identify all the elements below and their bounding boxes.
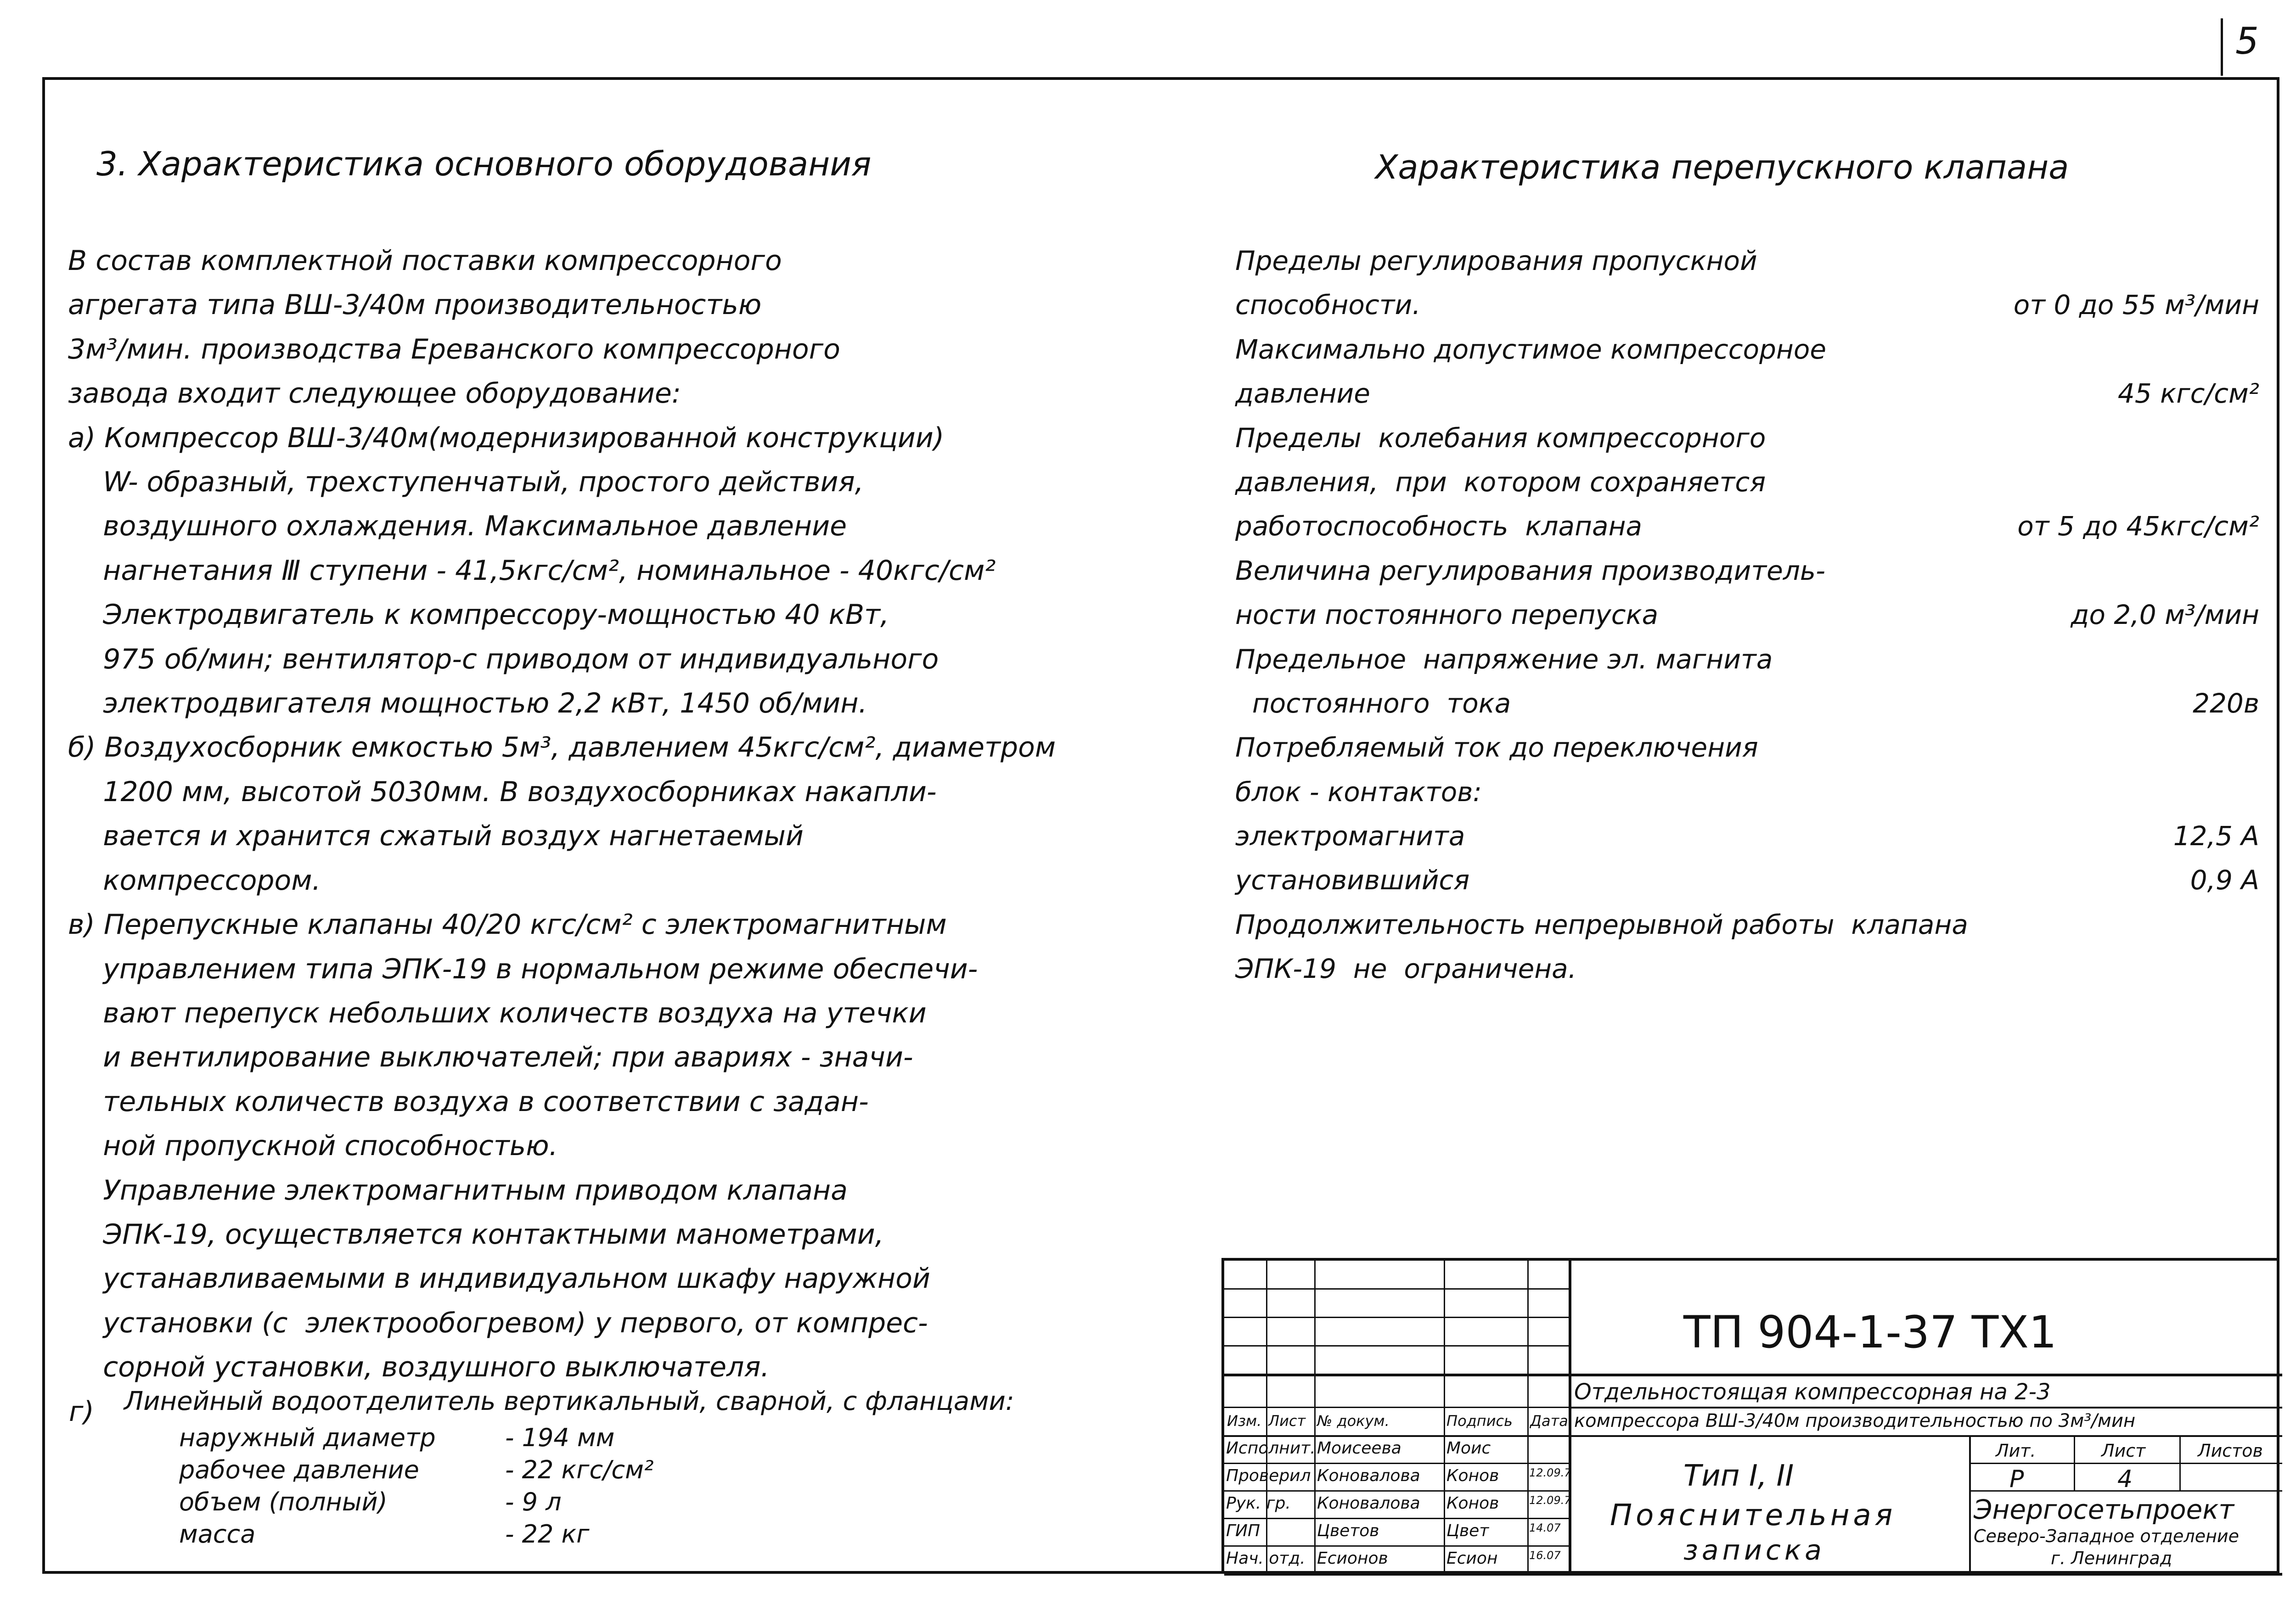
spec-row <box>1235 903 2259 947</box>
description-line: устанавливаемыми в индивидуальном шкафу наружной <box>68 1263 930 1295</box>
spec-label: работоспособность клапана <box>1235 511 1643 542</box>
spec-label: электромагнита <box>1235 820 1465 852</box>
description-line: 3м³/мин. производства Ереванского компрессорного <box>68 333 840 365</box>
description-line: установки (с электрообогревом) у первого, от компрес- <box>68 1307 928 1339</box>
spec-value: до 2,0 м³/мин <box>2071 599 2259 631</box>
parameter-row <box>69 1455 1125 1487</box>
staff-sign: Есион <box>1446 1549 1498 1568</box>
parameter-value: - 194 мм <box>505 1423 615 1452</box>
spec-label: ЭПК-19 не ограничена. <box>1235 953 1577 985</box>
spec-label: ности постоянного перепуска <box>1235 599 1659 631</box>
item-g-parameters <box>69 1423 1125 1552</box>
parameter-row <box>69 1487 1125 1520</box>
object-name-line-1: Отдельностоящая компрессорная на 2-3 <box>1574 1379 2051 1405</box>
parameter-value: - 22 кгс/см² <box>505 1455 654 1484</box>
staff-role: ГИП <box>1226 1521 1261 1540</box>
description-line: управлением типа ЭПК-19 в нормальном режиме обеспечи- <box>68 953 978 985</box>
description-line: электродвигателя мощностью 2,2 кВт, 1450 об/мин. <box>68 687 867 720</box>
title-block-column-header: Дата <box>1530 1412 1568 1430</box>
description-line: Управление электромагнитным приводом клапана <box>68 1174 848 1207</box>
description-line: вают перепуск небольших количеств воздуха на утечки <box>68 997 927 1029</box>
staff-date: 12.09.7 <box>1529 1494 1571 1507</box>
staff-date: 16.07 <box>1529 1549 1561 1562</box>
title-block-column-header: Подпись <box>1446 1412 1513 1430</box>
spec-label: установившийся <box>1235 864 1470 896</box>
parameter-name: рабочее давление <box>179 1455 419 1484</box>
spec-row <box>1235 371 2259 415</box>
parameter-value: - 9 л <box>505 1487 562 1516</box>
sheet-value: 4 <box>2117 1465 2133 1493</box>
sheets-header: Листов <box>2198 1441 2263 1461</box>
description-line: Электродвигатель к компрессору-мощностью 40 кВт, <box>68 599 889 631</box>
bypass-valve-specs <box>1235 239 2259 991</box>
spec-label: способности. <box>1235 289 1421 321</box>
description-line: в) Перепускные клапаны 40/20 кгс/см² с электромагнитным <box>68 909 947 941</box>
item-g-label: г) <box>69 1396 94 1428</box>
spec-label: давления, при котором сохраняется <box>1235 466 1766 498</box>
staff-name: Есионов <box>1317 1549 1388 1568</box>
organization-name: Энергосетьпроект <box>1974 1494 2234 1525</box>
spec-label: давление <box>1235 378 1370 410</box>
spec-row <box>1235 681 2259 725</box>
description-line: ЭПК-19, осуществляется контактными манометрами, <box>68 1218 884 1251</box>
section-heading-main-equipment: 3. Характеристика основного оборудования <box>96 145 872 183</box>
water-separator-item <box>69 1386 1125 1552</box>
spec-row <box>1235 549 2259 593</box>
staff-name: Коновалова <box>1317 1466 1420 1485</box>
parameter-value: - 22 кг <box>505 1520 590 1549</box>
title-block-column-header: Лист <box>1268 1412 1306 1430</box>
spec-label: Продолжительность непрерывной работы клапана <box>1235 909 1968 940</box>
spec-row <box>1235 947 2259 991</box>
parameter-row <box>69 1520 1125 1552</box>
description-line: вается и хранится сжатый воздух нагнетаемый <box>68 820 804 853</box>
page-number-divider <box>2221 18 2223 76</box>
staff-date: 14.07 <box>1529 1521 1561 1534</box>
description-line: 1200 мм, высотой 5030мм. В воздухосборниках накапли- <box>68 775 937 808</box>
section-heading-bypass-valve: Характеристика перепускного клапана <box>1375 148 2069 186</box>
description-line: завода входит следующее оборудование: <box>68 377 681 410</box>
lit-value: Р <box>2009 1465 2024 1493</box>
title-block-column-header: Изм. <box>1227 1412 1262 1430</box>
title-block <box>1221 1258 2279 1574</box>
description-line: а) Компрессор ВШ-3/40м(модернизированной конструкции) <box>68 421 945 454</box>
description-line: воздушного охлаждения. Максимальное давление <box>68 510 847 543</box>
staff-name: Цветов <box>1317 1521 1379 1540</box>
spec-label: Потребляемый ток до переключения <box>1235 732 1758 763</box>
staff-role: Проверил <box>1226 1466 1311 1485</box>
spec-row <box>1235 637 2259 681</box>
description-line: В состав комплектной поставки компрессорного <box>68 245 782 277</box>
spec-label: Максимально допустимое компрессорное <box>1235 333 1827 365</box>
spec-label: Предельное напряжение эл. магнита <box>1235 643 1773 675</box>
staff-sign: Конов <box>1446 1494 1499 1513</box>
title-block-column-header: № докум. <box>1317 1412 1390 1430</box>
description-line: W- образный, трехступенчатый, простого действия, <box>68 466 864 499</box>
spec-label: блок - контактов: <box>1235 776 1482 808</box>
spec-row <box>1235 770 2259 814</box>
description-line: б) Воздухосборник емкостью 5м³, давлением 45кгс/см², диаметром <box>68 731 1056 764</box>
type-label: Тип I, II <box>1683 1459 1794 1493</box>
organization-city: г. Ленинград <box>2051 1548 2172 1568</box>
staff-date: 12.09.7 <box>1529 1466 1571 1479</box>
spec-label: постоянного тока <box>1235 687 1511 719</box>
staff-sign: Конов <box>1446 1466 1499 1485</box>
lit-header: Лит. <box>1996 1441 2036 1461</box>
document-title-line-1: Пояснительная <box>1610 1498 1896 1532</box>
staff-sign: Моис <box>1446 1439 1491 1458</box>
staff-role: Исполнит. <box>1226 1439 1316 1458</box>
spec-label: Пределы колебания компрессорного <box>1235 422 1766 454</box>
description-line: ной пропускной способностью. <box>68 1130 558 1162</box>
document-title-line-2: записка <box>1683 1534 1825 1566</box>
parameter-row <box>69 1423 1125 1455</box>
parameter-name: объем (полный) <box>179 1487 388 1516</box>
spec-row <box>1235 416 2259 460</box>
spec-row <box>1235 283 2259 327</box>
description-line: 975 об/мин; вентилятор-с приводом от индивидуального <box>68 643 939 675</box>
description-line: тельных количеств воздуха в соответствии с задан- <box>68 1085 869 1118</box>
document-code: ТП 904-1-37 ТХ1 <box>1683 1307 2057 1358</box>
description-line: агрегата типа ВШ-3/40м производительностью <box>68 289 762 321</box>
parameter-name: масса <box>179 1520 256 1549</box>
organization-branch: Северо-Западное отделение <box>1974 1526 2239 1546</box>
spec-row <box>1235 460 2259 504</box>
spec-label: Пределы регулирования пропускной <box>1235 245 1757 276</box>
staff-role: Нач. отд. <box>1226 1549 1306 1568</box>
spec-value: 45 кгс/см² <box>2117 378 2259 410</box>
page-number: 5 <box>2235 20 2259 62</box>
spec-row <box>1235 858 2259 902</box>
sheet-header: Лист <box>2101 1441 2146 1461</box>
spec-value: от 0 до 55 м³/мин <box>2013 289 2259 321</box>
item-g-text: Линейный водоотделитель вертикальный, сварной, с фланцами: <box>124 1386 1014 1416</box>
spec-row <box>1235 504 2259 548</box>
spec-row <box>1235 725 2259 769</box>
spec-value: 0,9 А <box>2190 864 2259 896</box>
staff-role: Рук. гр. <box>1226 1494 1291 1513</box>
staff-sign: Цвет <box>1446 1521 1489 1540</box>
spec-row <box>1235 327 2259 371</box>
description-line: сорной установки, воздушного выключателя. <box>68 1351 770 1384</box>
equipment-description <box>68 239 1078 1390</box>
spec-row <box>1235 239 2259 283</box>
spec-label: Величина регулирования производитель- <box>1235 555 1826 586</box>
staff-name: Моисеева <box>1317 1439 1401 1458</box>
spec-value: от 5 до 45кгс/см² <box>2017 511 2259 542</box>
description-line: и вентилирование выключателей; при авариях - значи- <box>68 1041 913 1074</box>
spec-value: 12,5 А <box>2173 820 2259 852</box>
description-line: нагнетания Ⅲ ступени - 41,5кгс/см², номинальное - 40кгс/см² <box>68 554 996 587</box>
object-name-line-2: компрессора ВШ-3/40м производительностью по 3м³/мин <box>1574 1410 2136 1431</box>
spec-row <box>1235 593 2259 637</box>
staff-name: Коновалова <box>1317 1494 1420 1513</box>
spec-row <box>1235 814 2259 858</box>
spec-value: 220в <box>2193 687 2259 719</box>
parameter-name: наружный диаметр <box>179 1423 436 1452</box>
description-line: компрессором. <box>68 864 321 897</box>
